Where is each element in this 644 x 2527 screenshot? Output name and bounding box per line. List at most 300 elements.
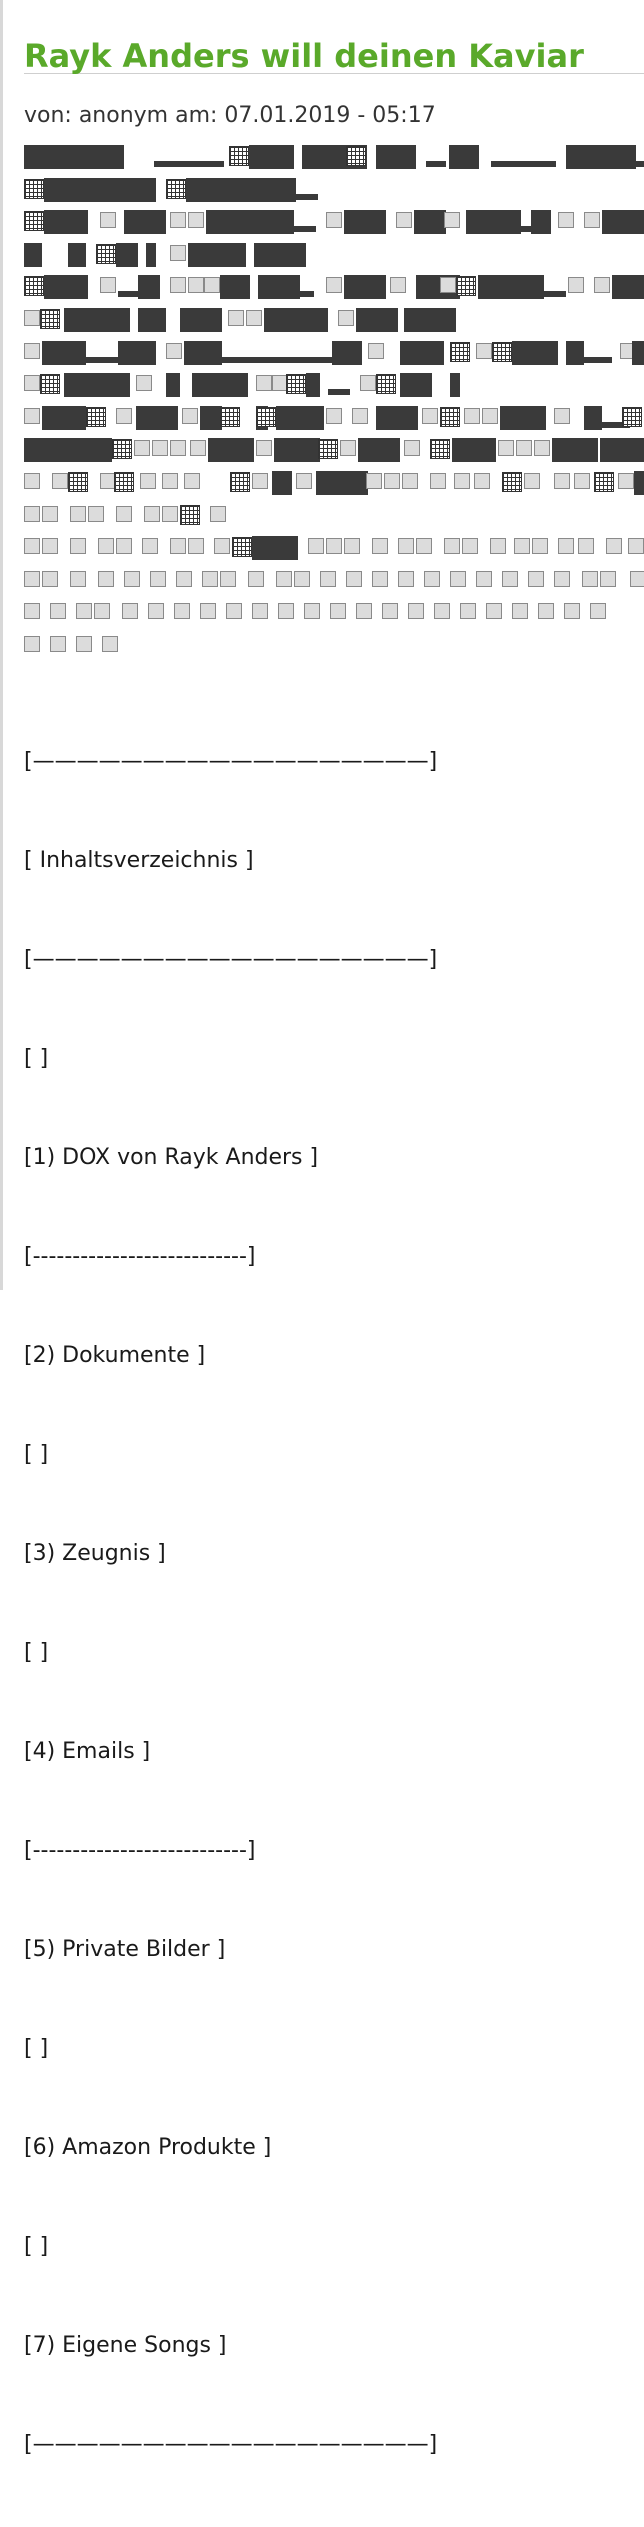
toc-line: [——————————————————] [24, 947, 438, 972]
missing-glyph-box-icon [422, 408, 438, 424]
redaction-block [42, 406, 86, 430]
missing-glyph-box-icon [356, 603, 372, 619]
missing-glyph-box-icon [304, 603, 320, 619]
missing-glyph-grid-icon [318, 439, 338, 459]
missing-glyph-grid-icon [40, 374, 60, 394]
missing-glyph-box-icon [214, 538, 230, 554]
missing-glyph-box-icon [582, 571, 598, 587]
missing-glyph-box-icon [24, 408, 40, 424]
missing-glyph-box-icon [294, 571, 310, 587]
redaction-block [500, 406, 530, 430]
redacted-line [24, 469, 644, 502]
missing-glyph-box-icon [606, 538, 622, 554]
missing-glyph-box-icon [594, 277, 610, 293]
redaction-block [438, 308, 456, 332]
redaction-block [632, 341, 644, 365]
missing-glyph-box-icon [344, 538, 360, 554]
toc-line: [2) Dokumente ] [24, 1343, 206, 1368]
missing-glyph-box-icon [424, 571, 440, 587]
missing-glyph-box-icon [170, 277, 186, 293]
redaction-block [452, 438, 496, 462]
toc-line: [——————————————————] [24, 749, 438, 774]
redacted-line [24, 371, 644, 404]
missing-glyph-box-icon [162, 473, 178, 489]
redaction-bar [491, 161, 556, 167]
missing-glyph-box-icon [24, 473, 40, 489]
missing-glyph-box-icon [166, 343, 182, 359]
redaction-block [449, 145, 479, 169]
redaction-block [184, 341, 222, 365]
missing-glyph-box-icon [558, 212, 574, 228]
redaction-bar [521, 226, 531, 232]
missing-glyph-box-icon [502, 571, 518, 587]
missing-glyph-box-icon [444, 212, 460, 228]
missing-glyph-box-icon [584, 212, 600, 228]
missing-glyph-box-icon [50, 603, 66, 619]
missing-glyph-box-icon [444, 538, 460, 554]
missing-glyph-box-icon [24, 506, 40, 522]
missing-glyph-box-icon [170, 212, 186, 228]
missing-glyph-box-icon [514, 538, 530, 554]
post-meta: von: anonym am: 07.01.2019 - 05:17 [24, 103, 436, 128]
missing-glyph-box-icon [384, 473, 400, 489]
redaction-block [124, 210, 166, 234]
redacted-line [24, 241, 644, 274]
missing-glyph-box-icon [278, 603, 294, 619]
missing-glyph-box-icon [416, 538, 432, 554]
missing-glyph-box-icon [326, 212, 342, 228]
missing-glyph-box-icon [628, 538, 644, 554]
missing-glyph-box-icon [554, 473, 570, 489]
redaction-block [566, 341, 584, 365]
redacted-line [24, 143, 644, 176]
redaction-block [306, 373, 320, 397]
missing-glyph-box-icon [482, 408, 498, 424]
missing-glyph-box-icon [340, 440, 356, 456]
missing-glyph-box-icon [524, 473, 540, 489]
missing-glyph-box-icon [140, 473, 156, 489]
toc-line: [ ] [24, 2234, 49, 2259]
missing-glyph-box-icon [516, 440, 532, 456]
missing-glyph-box-icon [226, 603, 242, 619]
redaction-block [400, 373, 420, 397]
missing-glyph-box-icon [398, 571, 414, 587]
redaction-block [400, 341, 444, 365]
toc-line: [3) Zeugnis ] [24, 1541, 166, 1566]
missing-glyph-grid-icon [346, 146, 366, 166]
missing-glyph-box-icon [460, 603, 476, 619]
redaction-bar [118, 291, 138, 297]
missing-glyph-box-icon [554, 408, 570, 424]
redaction-block [138, 275, 160, 299]
redaction-bar [154, 161, 224, 167]
redaction-block [220, 275, 250, 299]
redaction-block [64, 373, 130, 397]
toc-line: [4) Emails ] [24, 1739, 151, 1764]
redaction-block [276, 406, 324, 430]
missing-glyph-grid-icon [112, 439, 132, 459]
missing-glyph-box-icon [462, 538, 478, 554]
missing-glyph-box-icon [408, 603, 424, 619]
missing-glyph-grid-icon [68, 472, 88, 492]
missing-glyph-grid-icon [229, 146, 249, 166]
redaction-bar [634, 161, 644, 167]
missing-glyph-box-icon [116, 408, 132, 424]
missing-glyph-box-icon [24, 538, 40, 554]
missing-glyph-box-icon [512, 603, 528, 619]
missing-glyph-grid-icon [502, 472, 522, 492]
redaction-block [376, 406, 418, 430]
missing-glyph-box-icon [182, 408, 198, 424]
toc-line: [ ] [24, 1640, 49, 1665]
redaction-block [512, 341, 558, 365]
missing-glyph-box-icon [346, 571, 362, 587]
missing-glyph-box-icon [352, 408, 368, 424]
missing-glyph-box-icon [148, 603, 164, 619]
redaction-bar [294, 226, 316, 232]
missing-glyph-box-icon [94, 603, 110, 619]
redaction-block [420, 373, 432, 397]
redaction-block [252, 536, 298, 560]
missing-glyph-box-icon [52, 473, 68, 489]
missing-glyph-box-icon [70, 571, 86, 587]
redaction-bar [544, 291, 566, 297]
missing-glyph-box-icon [220, 571, 236, 587]
missing-glyph-grid-icon [24, 276, 44, 296]
redaction-block [249, 145, 294, 169]
missing-glyph-box-icon [152, 440, 168, 456]
redaction-block [634, 471, 644, 495]
redaction-block [332, 341, 362, 365]
toc-line: [---------------------------] [24, 1244, 256, 1269]
redaction-block [24, 243, 42, 267]
redaction-block [584, 406, 602, 430]
toc-line: [7) Eigene Songs ] [24, 2333, 227, 2358]
redacted-line [24, 404, 644, 437]
missing-glyph-box-icon [330, 603, 346, 619]
missing-glyph-box-icon [486, 603, 502, 619]
redaction-bar [222, 357, 332, 363]
missing-glyph-box-icon [150, 571, 166, 587]
missing-glyph-box-icon [454, 473, 470, 489]
redaction-block [186, 178, 296, 202]
redaction-block [138, 341, 156, 365]
missing-glyph-box-icon [116, 506, 132, 522]
missing-glyph-grid-icon [220, 407, 240, 427]
missing-glyph-box-icon [24, 310, 40, 326]
missing-glyph-box-icon [534, 440, 550, 456]
missing-glyph-box-icon [228, 310, 244, 326]
missing-glyph-box-icon [188, 538, 204, 554]
missing-glyph-box-icon [490, 538, 506, 554]
redaction-block [146, 243, 156, 267]
missing-glyph-box-icon [124, 571, 140, 587]
missing-glyph-box-icon [136, 375, 152, 391]
missing-glyph-box-icon [326, 408, 342, 424]
missing-glyph-box-icon [24, 603, 40, 619]
redacted-line [24, 208, 644, 241]
missing-glyph-box-icon [464, 408, 480, 424]
redaction-block [138, 308, 156, 332]
missing-glyph-box-icon [248, 571, 264, 587]
redaction-block [272, 471, 292, 495]
missing-glyph-box-icon [70, 538, 86, 554]
redaction-block [531, 210, 551, 234]
redacted-line [24, 599, 644, 632]
redaction-bar [296, 194, 318, 200]
missing-glyph-box-icon [558, 538, 574, 554]
redaction-block [24, 145, 124, 169]
toc-line: [ ] [24, 2036, 49, 2061]
missing-glyph-grid-icon [230, 472, 250, 492]
missing-glyph-box-icon [476, 571, 492, 587]
missing-glyph-grid-icon [24, 211, 44, 231]
redaction-block [478, 275, 544, 299]
missing-glyph-box-icon [372, 538, 388, 554]
missing-glyph-grid-icon [232, 537, 252, 557]
missing-glyph-box-icon [176, 571, 192, 587]
redaction-bar [300, 291, 314, 297]
missing-glyph-box-icon [564, 603, 580, 619]
redaction-block [358, 438, 400, 462]
redaction-block [612, 275, 644, 299]
missing-glyph-box-icon [498, 440, 514, 456]
missing-glyph-box-icon [368, 343, 384, 359]
missing-glyph-box-icon [256, 375, 272, 391]
missing-glyph-box-icon [296, 473, 312, 489]
redaction-bar [328, 389, 350, 395]
missing-glyph-box-icon [450, 571, 466, 587]
missing-glyph-box-icon [338, 310, 354, 326]
missing-glyph-box-icon [50, 636, 66, 652]
redaction-block [116, 243, 138, 267]
missing-glyph-box-icon [430, 473, 446, 489]
missing-glyph-box-icon [434, 603, 450, 619]
redaction-block [206, 210, 294, 234]
missing-glyph-grid-icon [96, 244, 116, 264]
missing-glyph-box-icon [100, 277, 116, 293]
redacted-line [24, 632, 644, 665]
missing-glyph-box-icon [320, 571, 336, 587]
redaction-block [68, 243, 86, 267]
missing-glyph-box-icon [252, 473, 268, 489]
missing-glyph-box-icon [440, 277, 456, 293]
redacted-line [24, 534, 644, 567]
missing-glyph-box-icon [42, 506, 58, 522]
missing-glyph-box-icon [600, 571, 616, 587]
redaction-block [180, 308, 222, 332]
missing-glyph-grid-icon [40, 309, 60, 329]
missing-glyph-box-icon [532, 538, 548, 554]
redaction-block [376, 145, 416, 169]
missing-glyph-box-icon [188, 277, 204, 293]
missing-glyph-box-icon [70, 506, 86, 522]
table-of-contents [24, 679, 644, 2527]
toc-line: [---------------------------] [24, 1838, 256, 1863]
missing-glyph-box-icon [122, 603, 138, 619]
missing-glyph-grid-icon [180, 505, 200, 525]
missing-glyph-box-icon [24, 343, 40, 359]
missing-glyph-grid-icon [492, 342, 512, 362]
missing-glyph-box-icon [590, 603, 606, 619]
missing-glyph-box-icon [404, 440, 420, 456]
redaction-block [44, 178, 156, 202]
missing-glyph-box-icon [162, 506, 178, 522]
missing-glyph-grid-icon [430, 439, 450, 459]
missing-glyph-box-icon [574, 473, 590, 489]
redaction-block [156, 308, 166, 332]
toc-line: [ ] [24, 1442, 49, 1467]
redaction-bar [426, 161, 446, 167]
redaction-block [118, 341, 140, 365]
missing-glyph-box-icon [116, 538, 132, 554]
redacted-line [24, 567, 644, 600]
redaction-block [44, 275, 88, 299]
redacted-line [24, 339, 644, 372]
missing-glyph-box-icon [366, 473, 382, 489]
missing-glyph-box-icon [360, 375, 376, 391]
missing-glyph-box-icon [246, 310, 262, 326]
missing-glyph-box-icon [276, 571, 292, 587]
missing-glyph-box-icon [88, 506, 104, 522]
redaction-block [136, 406, 178, 430]
post-title[interactable]: Rayk Anders will deinen Kaviar [24, 37, 584, 75]
missing-glyph-box-icon [390, 277, 406, 293]
missing-glyph-box-icon [24, 571, 40, 587]
redaction-block [208, 438, 254, 462]
redaction-block [344, 210, 386, 234]
left-border [0, 0, 3, 1290]
missing-glyph-box-icon [200, 603, 216, 619]
toc-line: [6) Amazon Produkte ] [24, 2135, 272, 2160]
redaction-block [42, 341, 86, 365]
missing-glyph-box-icon [204, 277, 220, 293]
missing-glyph-box-icon [76, 636, 92, 652]
missing-glyph-grid-icon [376, 374, 396, 394]
missing-glyph-box-icon [630, 571, 644, 587]
redaction-block [272, 275, 300, 299]
redaction-block [188, 243, 246, 267]
toc-line: [ Inhaltsverzeichnis ] [24, 848, 254, 873]
missing-glyph-box-icon [142, 538, 158, 554]
missing-glyph-box-icon [24, 636, 40, 652]
missing-glyph-box-icon [372, 571, 388, 587]
redacted-text-block [24, 143, 644, 665]
redacted-line [24, 306, 644, 339]
redacted-line [24, 436, 644, 469]
missing-glyph-box-icon [184, 473, 200, 489]
missing-glyph-box-icon [100, 212, 116, 228]
missing-glyph-box-icon [134, 440, 150, 456]
redacted-line [24, 176, 644, 209]
missing-glyph-box-icon [170, 245, 186, 261]
redaction-block [64, 308, 130, 332]
missing-glyph-box-icon [24, 375, 40, 391]
missing-glyph-box-icon [188, 212, 204, 228]
redaction-block [24, 438, 112, 462]
redacted-line [24, 273, 644, 306]
missing-glyph-box-icon [42, 571, 58, 587]
missing-glyph-grid-icon [256, 407, 276, 427]
redacted-line [24, 502, 644, 535]
missing-glyph-grid-icon [450, 342, 470, 362]
missing-glyph-box-icon [190, 440, 206, 456]
redaction-block [356, 308, 398, 332]
missing-glyph-box-icon [474, 473, 490, 489]
toc-line: [——————————————————] [24, 2432, 438, 2457]
missing-glyph-grid-icon [456, 276, 476, 296]
redaction-block [414, 210, 446, 234]
redaction-block [44, 210, 88, 234]
missing-glyph-box-icon [76, 603, 92, 619]
missing-glyph-grid-icon [286, 374, 306, 394]
missing-glyph-box-icon [102, 636, 118, 652]
toc-line: [ ] [24, 1046, 49, 1071]
missing-glyph-box-icon [398, 538, 414, 554]
missing-glyph-box-icon [326, 277, 342, 293]
missing-glyph-grid-icon [114, 472, 134, 492]
redaction-block [344, 275, 386, 299]
redaction-block [200, 406, 222, 430]
missing-glyph-box-icon [308, 538, 324, 554]
missing-glyph-box-icon [210, 506, 226, 522]
redaction-block [258, 275, 272, 299]
missing-glyph-box-icon [402, 473, 418, 489]
missing-glyph-box-icon [382, 603, 398, 619]
missing-glyph-grid-icon [594, 472, 614, 492]
redaction-bar [584, 357, 612, 363]
missing-glyph-box-icon [174, 603, 190, 619]
redaction-block [566, 145, 636, 169]
missing-glyph-box-icon [538, 603, 554, 619]
redaction-block [316, 471, 368, 495]
missing-glyph-box-icon [528, 571, 544, 587]
missing-glyph-box-icon [170, 440, 186, 456]
redaction-block [264, 308, 328, 332]
redaction-block [450, 373, 460, 397]
redaction-block [530, 406, 546, 430]
redaction-block [404, 308, 438, 332]
missing-glyph-grid-icon [86, 407, 106, 427]
redaction-bar [86, 357, 118, 363]
redaction-block [274, 438, 320, 462]
missing-glyph-grid-icon [24, 179, 44, 199]
redaction-block [466, 210, 521, 234]
missing-glyph-box-icon [554, 571, 570, 587]
missing-glyph-grid-icon [166, 179, 186, 199]
post [24, 0, 644, 2527]
missing-glyph-box-icon [202, 571, 218, 587]
missing-glyph-box-icon [568, 277, 584, 293]
missing-glyph-box-icon [618, 473, 634, 489]
missing-glyph-box-icon [98, 538, 114, 554]
missing-glyph-box-icon [476, 343, 492, 359]
missing-glyph-box-icon [42, 538, 58, 554]
toc-line: [5) Private Bilder ] [24, 1937, 226, 1962]
missing-glyph-box-icon [256, 440, 272, 456]
missing-glyph-grid-icon [622, 407, 642, 427]
toc-line: [1) DOX von Rayk Anders ] [24, 1145, 319, 1170]
redaction-block [192, 373, 248, 397]
missing-glyph-box-icon [144, 506, 160, 522]
redaction-block [600, 438, 644, 462]
redaction-block [254, 243, 306, 267]
missing-glyph-box-icon [396, 212, 412, 228]
redaction-block [166, 373, 180, 397]
missing-glyph-box-icon [578, 538, 594, 554]
missing-glyph-box-icon [98, 571, 114, 587]
missing-glyph-box-icon [170, 538, 186, 554]
